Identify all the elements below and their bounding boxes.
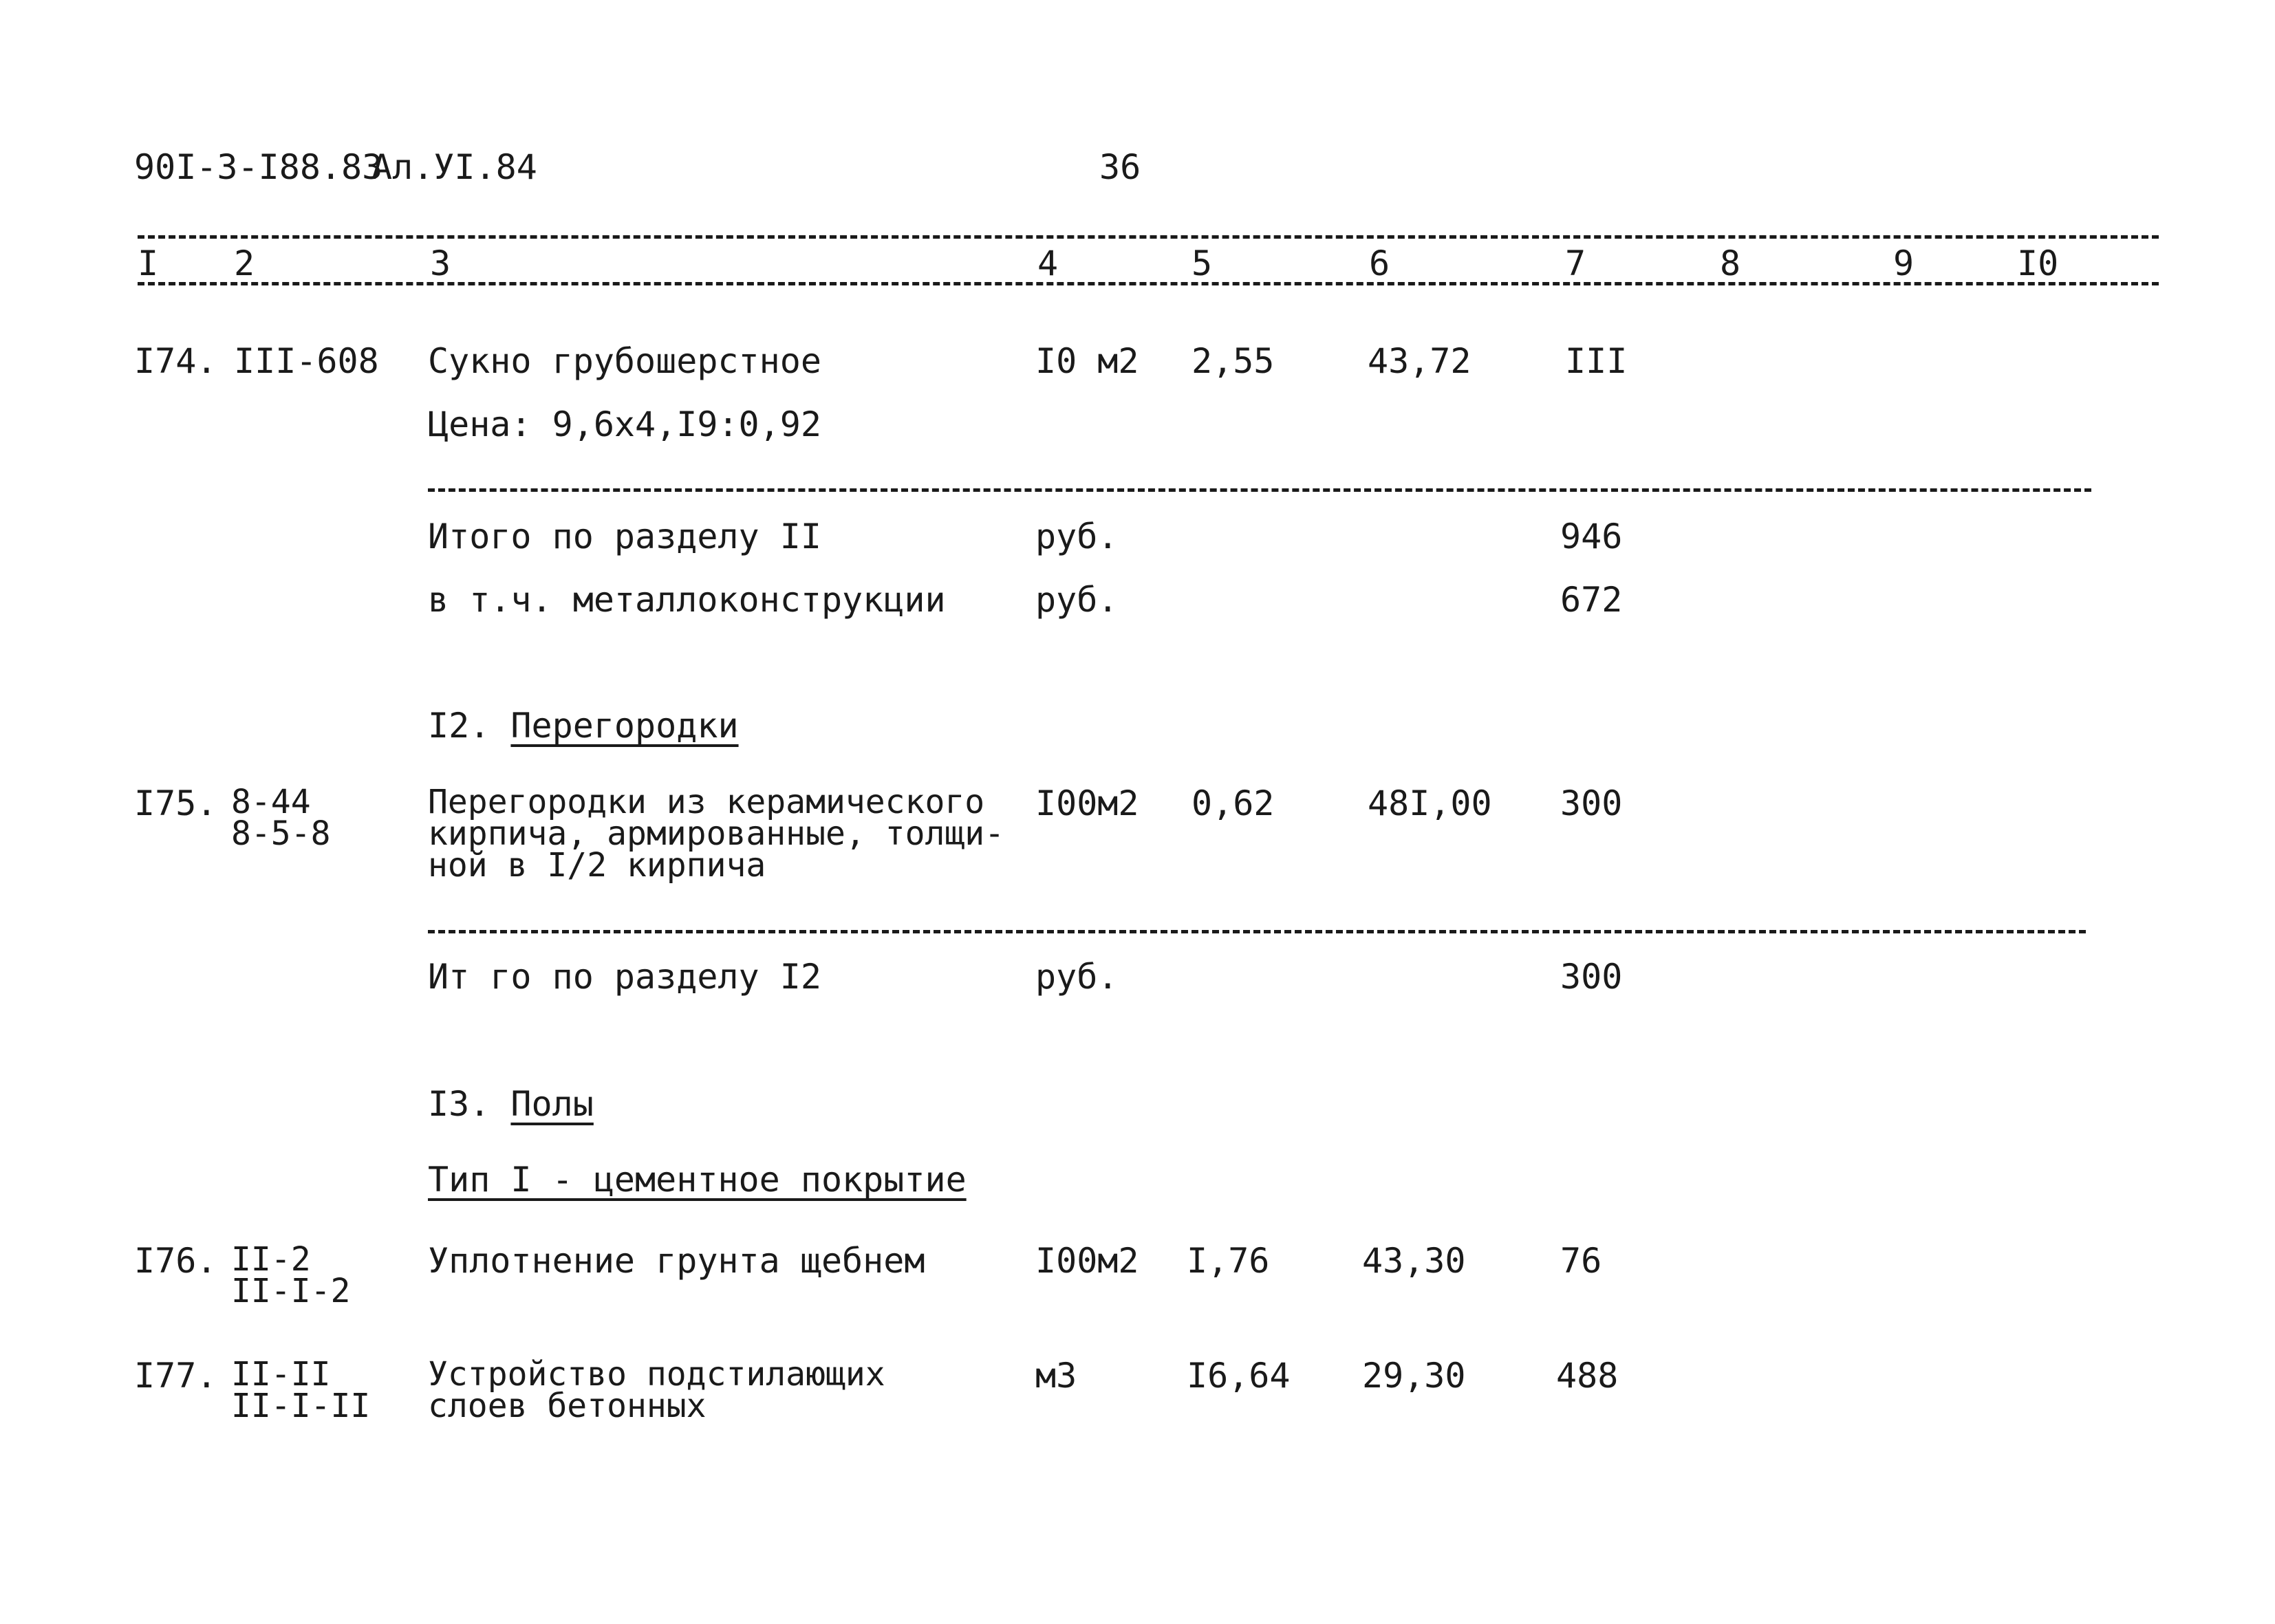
- row-177-quantity: I6,64: [1187, 1356, 1291, 1396]
- row-176-name: Уплотнение грунта щебнем: [428, 1241, 925, 1281]
- column-header-6: 6: [1369, 243, 1390, 283]
- row-176-code-2: II-I-2: [231, 1272, 351, 1310]
- row-174-number: I74.: [134, 341, 217, 381]
- row-177-name-line-2: слоев бетонных: [428, 1387, 707, 1425]
- column-header-1: I: [138, 243, 159, 283]
- row-174-total: III: [1565, 341, 1628, 381]
- metal-structures-unit: руб.: [1035, 580, 1119, 620]
- column-header-2: 2: [234, 243, 255, 283]
- section-12-total-unit: руб.: [1035, 957, 1119, 997]
- section-13-heading: [428, 1084, 594, 1124]
- section-13-number: I3.: [428, 1084, 490, 1124]
- row-176-code-1: II-2: [231, 1240, 311, 1279]
- row-174-price-note: Цена: 9,6х4,I9:0,92: [428, 404, 821, 444]
- column-header-4: 4: [1037, 243, 1059, 283]
- row-174-unit: I0 м2: [1035, 341, 1139, 381]
- row-175-name-line-1: Перегородки из керамического: [428, 783, 985, 821]
- column-header-9: 9: [1893, 243, 1915, 283]
- column-header-7: 7: [1565, 243, 1586, 283]
- header-top-rule: [138, 235, 2159, 239]
- section-12-heading: [428, 706, 739, 746]
- row-176-number: I76.: [134, 1241, 217, 1281]
- row-175-code-1: 8-44: [231, 783, 311, 821]
- section-11-total-value: 946: [1560, 517, 1623, 556]
- row-175-code-2: 8-5-8: [231, 814, 331, 853]
- row-174-unit-price: 43,72: [1368, 341, 1471, 381]
- row-177-number: I77.: [134, 1356, 217, 1396]
- row-176-unit-price: 43,30: [1362, 1241, 1466, 1281]
- row-175-name-line-3: ной в I/2 кирпича: [428, 846, 766, 885]
- section-11-total-unit: руб.: [1035, 517, 1119, 556]
- section-12-title: Перегородки: [510, 706, 739, 746]
- row-174-quantity: 2,55: [1192, 341, 1275, 381]
- row-174-name: Сукно грубошерстное: [428, 341, 821, 381]
- section-12-number: I2.: [428, 706, 490, 746]
- metal-structures-value: 672: [1560, 580, 1623, 620]
- column-header-5: 5: [1192, 243, 1213, 283]
- row-177-name-line-1: Устройство подстилающих: [428, 1355, 885, 1394]
- row-176-unit: I00м2: [1035, 1241, 1139, 1281]
- header-bottom-rule: [138, 282, 2159, 285]
- row-177-code-2: II-I-II: [231, 1387, 371, 1425]
- row-175-total: 300: [1560, 783, 1623, 823]
- column-header-8: 8: [1720, 243, 1741, 283]
- section-separator-rule: [428, 488, 2091, 492]
- row-177-code-1: II-II: [231, 1355, 331, 1394]
- floor-type-1-title: Тип I - цементное покрытие: [428, 1160, 967, 1200]
- row-176-total: 76: [1560, 1241, 1602, 1281]
- section-13-title: Полы: [510, 1084, 594, 1124]
- row-175-name-line-2: кирпича, армированные, толщи-: [428, 814, 1005, 853]
- row-177-unit: м3: [1035, 1356, 1077, 1396]
- section-12-total-value: 300: [1560, 957, 1623, 997]
- column-header-10: I0: [2017, 243, 2059, 283]
- row-175-unit: I00м2: [1035, 783, 1139, 823]
- row-175-quantity: 0,62: [1192, 783, 1275, 823]
- section-separator-rule: [428, 930, 2086, 933]
- section-12-total-label: Ит го по разделу I2: [428, 957, 821, 997]
- page-number: 36: [1099, 147, 1141, 187]
- row-177-unit-price: 29,30: [1362, 1356, 1466, 1396]
- row-177-total: 488: [1556, 1356, 1619, 1396]
- section-11-total-label: Итого по разделу II: [428, 517, 821, 556]
- row-175-number: I75.: [134, 783, 217, 823]
- row-175-unit-price: 48I,00: [1368, 783, 1492, 823]
- album-number: Ал.УI.84: [371, 147, 537, 187]
- metal-structures-label: в т.ч. металлоконструкции: [428, 580, 946, 620]
- column-header-3: 3: [430, 243, 451, 283]
- row-176-quantity: I,76: [1187, 1241, 1270, 1281]
- row-174-code: III-608: [234, 341, 379, 381]
- document-code: 90I-3-I88.83: [134, 147, 383, 187]
